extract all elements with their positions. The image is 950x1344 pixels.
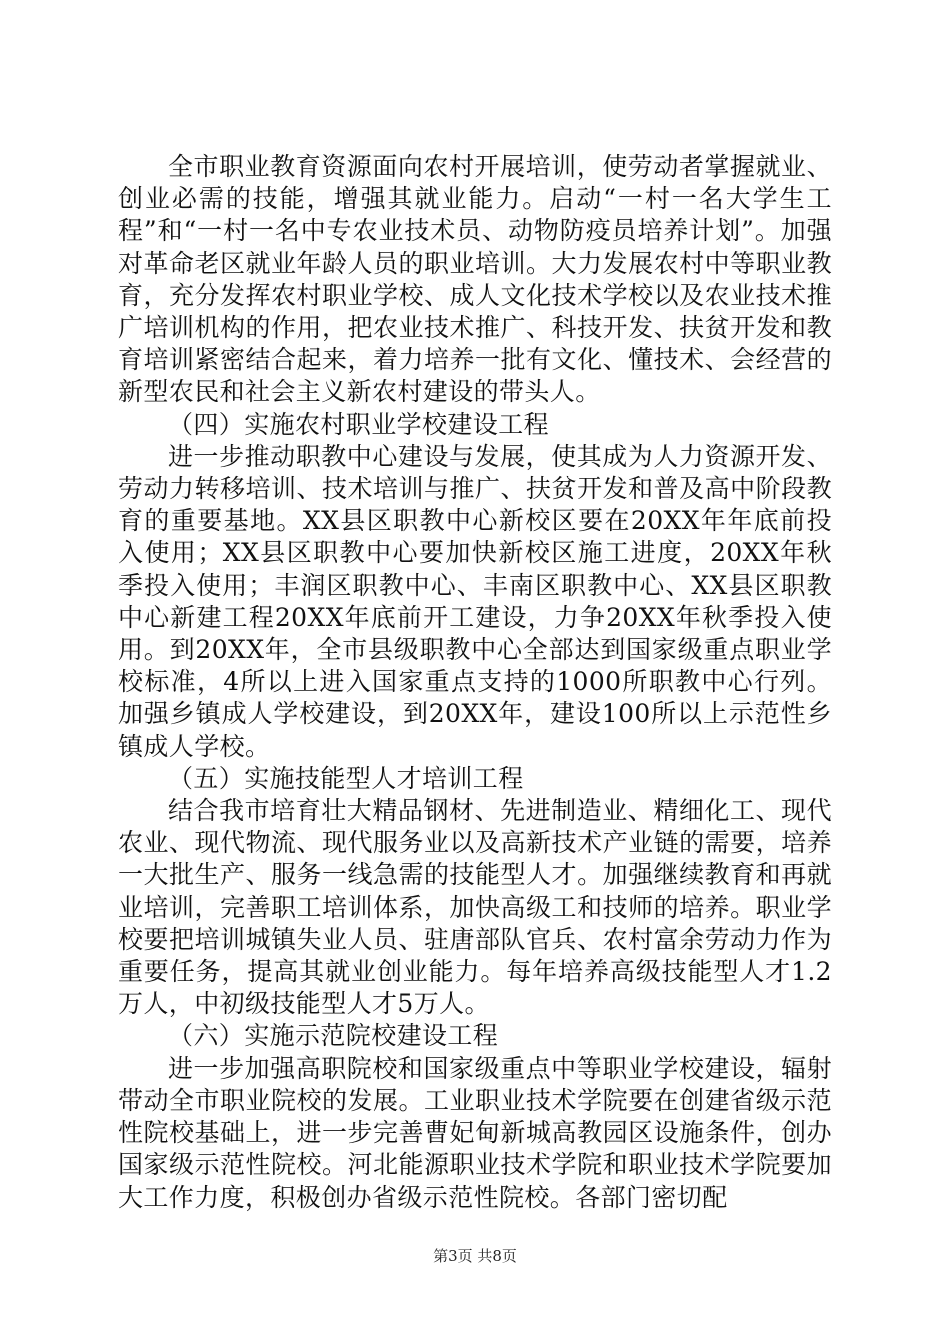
page-footer: 第3页 共8页 <box>433 1247 517 1265</box>
heading-section-6: （六）实施示范院校建设工程 <box>168 1021 499 1051</box>
document-body <box>118 151 832 1214</box>
heading-section-5: （五）实施技能型人才培训工程 <box>168 763 524 793</box>
paragraph-model-schools: 进一步加强高职院校和国家级重点中等职业学校建设，辐射带动全市职业院校的发展。工业职业技术学院要在创建省级示范性院校基础上，进一步完善曹妃甸新城高教园区设施条件，创办国家级示范性院校。河北能源职业技术学院和职业技术学院要加大工作力度，积极创办省级示范性院校。各部门密切配 <box>118 1053 832 1212</box>
paragraph-skills-training: 结合我市培育壮大精品钢材、先进制造业、精细化工、现代农业、现代物流、现代服务业以及高新技术产业链的需要，培养一大批生产、服务一线急需的技能型人才。加强继续教育和再就业培训，完善职工培训体系，加快高级工和技师的培养。职业学校要把培训城镇失业人员、驻唐部队官兵、农村富余劳动力作为重要任务，提高其就业创业能力。每年培养高级技能型人才1.2万人，中初级技能型人才5万人。 <box>118 796 832 1019</box>
paragraph-rural-training: 全市职业教育资源面向农村开展培训，使劳动者掌握就业、创业必需的技能，增强其就业能力。启动“一村一名大学生工程”和“一村一名中专农业技术员、动物防疫员培养计划”。加强对革命老区就业年龄人员的职业培训。大力发展农村中等职业教育，充分发挥农村职业学校、成人文化技术学校以及农业技术推广培训机构的作用，把农业技术推广、科技开发、扶贫开发和教育培训紧密结合起来，着力培养一批有文化、懂技术、会经营的新型农民和社会主义新农村建设的带头人。 <box>118 152 832 407</box>
heading-section-4: （四）实施农村职业学校建设工程 <box>168 409 550 439</box>
paragraph-vocational-center: 进一步推动职教中心建设与发展，使其成为人力资源开发、劳动力转移培训、技术培训与推广、扶贫开发和普及高中阶段教育的重要基地。XX县区职教中心新校区要在20XX年年底前投入使用；XX县区职教中心要加快新校区施工进度，20XX年秋季投入使用；丰润区职教中心、丰南区职教中心、XX县区职教中心新建工程20XX年底前开工建设，力争20XX年秋季投入使用。到20XX年，全市县级职教中心全部达到国家级重点职业学校标准，4所以上进入国家重点支持的1000所职教中心行列。加强乡镇成人学校建设，到20XX年，建设100所以上示范性乡镇成人学校。 <box>118 441 832 761</box>
